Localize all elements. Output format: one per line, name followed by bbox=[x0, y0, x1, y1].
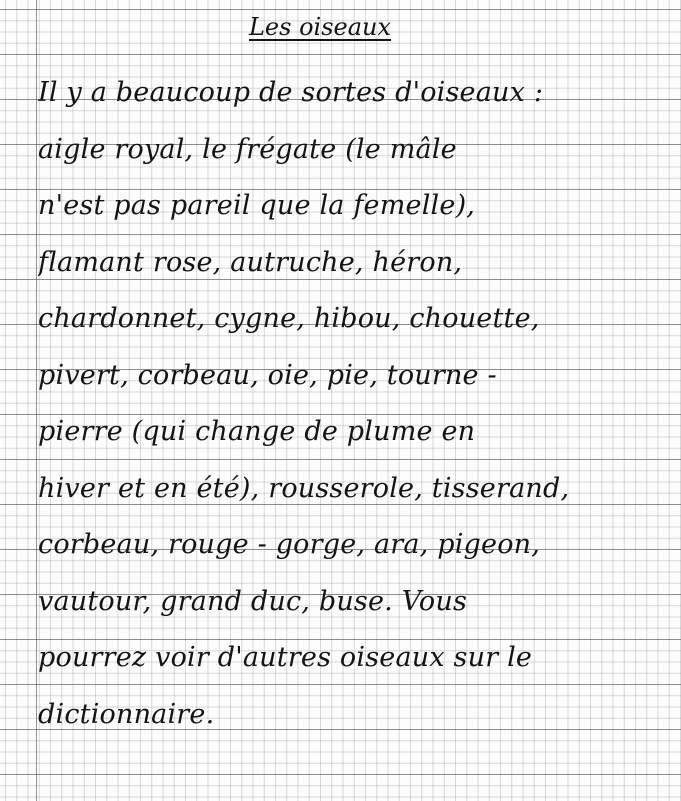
handwritten-text bbox=[38, 70, 670, 748]
text-line: corbeau, rouge - gorge, ara, pigeon, bbox=[38, 529, 541, 560]
text-line: pivert, corbeau, oie, pie, tourne - bbox=[38, 359, 497, 391]
text-line: aigle royal, le frégate (le mâle bbox=[38, 133, 457, 165]
text-line: pourrez voir d'autres oiseaux sur le bbox=[38, 642, 533, 673]
text-line: Il y a beaucoup de sortes d'oiseaux : bbox=[38, 77, 544, 108]
text-line: flamant rose, autruche, héron, bbox=[38, 246, 463, 278]
text-line: dictionnaire. bbox=[38, 698, 215, 730]
text-line: chardonnet, cygne, hibou, chouette, bbox=[38, 303, 540, 334]
page-title: Les oiseaux bbox=[248, 13, 392, 41]
margin-line bbox=[36, 0, 37, 801]
text-line: pierre (qui change de plume en bbox=[38, 416, 476, 447]
text-line: vautour, grand duc, buse. Vous bbox=[38, 585, 468, 617]
text-line: n'est pas pareil que la femelle), bbox=[38, 190, 476, 221]
text-line: hiver et en été), rousserole, tisserand, bbox=[38, 472, 570, 504]
